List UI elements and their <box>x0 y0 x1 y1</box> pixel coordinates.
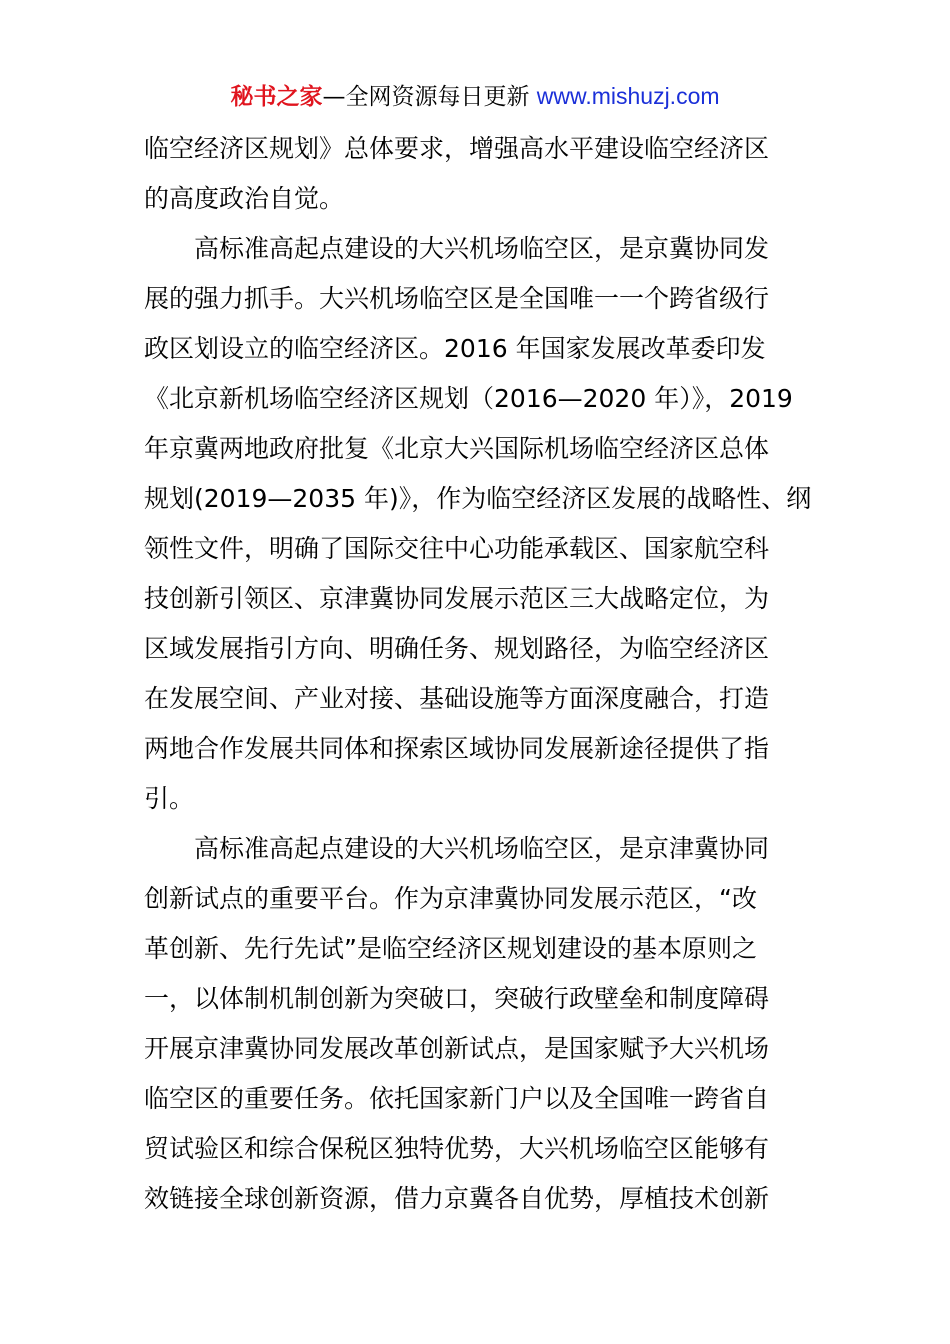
text-line: 领性文件，明确了国际交往中心功能承载区、国家航空科 <box>144 534 770 563</box>
text-line: 在发展空间、产业对接、基础设施等方面深度融合，打造 <box>144 684 770 713</box>
text-line: 的高度政治自觉。 <box>144 184 345 213</box>
text-line: 《北京新机场临空经济区规划（2016—2020 年）》，2019 <box>144 384 793 413</box>
site-tagline: —全网资源每日更新 <box>322 84 537 110</box>
site-header <box>0 80 950 113</box>
text-line: 两地合作发展共同体和探索区域协同发展新途径提供了指 <box>144 734 770 763</box>
text-line: 临空经济区规划》总体要求，增强高水平建设临空经济区 <box>144 134 770 163</box>
text-line: 区域发展指引方向、明确任务、规划路径，为临空经济区 <box>144 634 770 663</box>
paragraph-start-line: 高标准高起点建设的大兴机场临空区，是京冀协同发 <box>194 234 770 263</box>
text-line: 创新试点的重要平台。作为京津冀协同发展示范区，“改 <box>144 884 757 913</box>
text-line: 展的强力抓手。大兴机场临空区是全国唯一一个跨省级行 <box>144 284 770 313</box>
text-line: 革创新、先行先试”是临空经济区规划建设的基本原则之 <box>144 934 757 963</box>
text-line: 引。 <box>144 784 195 813</box>
text-line: 贸试验区和综合保税区独特优势，大兴机场临空区能够有 <box>144 1134 770 1163</box>
text-line: 政区划设立的临空经济区。2016 年国家发展改革委印发 <box>144 334 766 363</box>
document-body <box>144 124 812 1224</box>
text-line: 开展京津冀协同发展改革创新试点，是国家赋予大兴机场 <box>144 1034 770 1063</box>
paragraph-start-line: 高标准高起点建设的大兴机场临空区，是京津冀协同 <box>194 834 770 863</box>
text-line: 年京冀两地政府批复《北京大兴国际机场临空经济区总体 <box>144 434 770 463</box>
text-line: 技创新引领区、京津冀协同发展示范区三大战略定位，为 <box>144 584 770 613</box>
site-brand: 秘书之家 <box>230 84 323 110</box>
text-line: 规划(2019—2035 年)》，作为临空经济区发展的战略性、纲 <box>144 484 812 513</box>
site-url-link[interactable]: www.mishuzj.com <box>536 83 720 109</box>
text-line: 效链接全球创新资源，借力京冀各自优势，厚植技术创新 <box>144 1184 770 1213</box>
text-line: 一，以体制机制创新为突破口，突破行政壁垒和制度障碍 <box>144 984 770 1013</box>
text-line: 临空区的重要任务。依托国家新门户以及全国唯一跨省自 <box>144 1084 770 1113</box>
